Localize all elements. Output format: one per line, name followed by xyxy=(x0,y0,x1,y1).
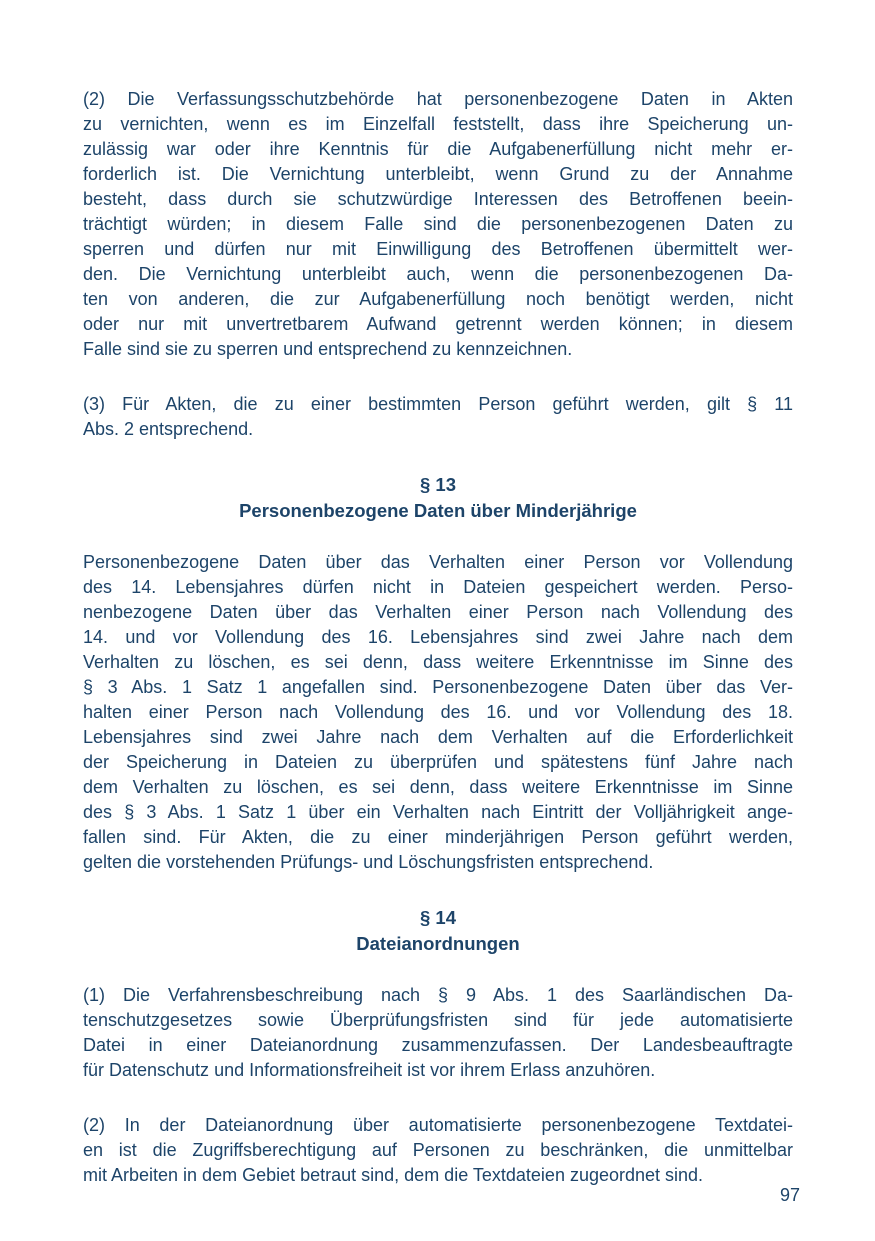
text-line: Personenbezogene Daten über das Verhalten einer Person vor Vollendung xyxy=(83,552,793,572)
text-line: trächtigt würden; in diesem Falle sind die personenbezogenen Daten zu xyxy=(83,214,793,234)
text-line: zulässig war oder ihre Kenntnis für die Aufgabenerfüllung nicht mehr er- xyxy=(83,139,793,159)
document-content xyxy=(83,87,793,1218)
text-line: Lebensjahres sind zwei Jahre nach dem Verhalten auf die Erforderlichkeit xyxy=(83,727,793,747)
paragraph-abs-3 xyxy=(83,392,793,442)
text-line: sperren und dürfen nur mit Einwilligung des Betroffenen übermittelt wer- xyxy=(83,239,793,259)
text-line: (2) In der Dateianordnung über automatisierte personenbezogene Textdatei- xyxy=(83,1115,793,1135)
section-13-body xyxy=(83,550,793,875)
section-14-heading xyxy=(83,905,793,957)
text-line: Verhalten zu löschen, es sei denn, dass weitere Erkenntnisse im Sinne des xyxy=(83,652,793,672)
paragraph-14-abs-2 xyxy=(83,1113,793,1188)
text-line: tenschutzgesetzes sowie Überprüfungsfristen sind für jede automatisierte xyxy=(83,1010,793,1030)
section-13-heading-title: Personenbezogene Daten über Minderjährige xyxy=(239,500,637,521)
text-line: forderlich ist. Die Vernichtung unterbleibt, wenn Grund zu der Annahme xyxy=(83,164,793,184)
paragraph-abs-2 xyxy=(83,87,793,362)
text-line: Abs. 2 entsprechend. xyxy=(83,419,254,439)
text-line: nenbezogene Daten über das Verhalten einer Person nach Vollendung des xyxy=(83,602,793,622)
text-line: § 3 Abs. 1 Satz 1 angefallen sind. Personenbezogene Daten über das Ver- xyxy=(83,677,793,697)
text-line: 14. und vor Vollendung des 16. Lebensjahres sind zwei Jahre nach dem xyxy=(83,627,793,647)
text-line: mit Arbeiten in dem Gebiet betraut sind, dem die Textdateien zugeordnet sind. xyxy=(83,1165,704,1185)
text-line: Datei in einer Dateianordnung zusammenzufassen. Der Landesbeauftragte xyxy=(83,1035,793,1055)
text-line: halten einer Person nach Vollendung des 16. und vor Vollendung des 18. xyxy=(83,702,793,722)
section-13-heading xyxy=(83,472,793,524)
text-line: ten von anderen, die zur Aufgabenerfüllung noch benötigt werden, nicht xyxy=(83,289,793,309)
text-line: (3) Für Akten, die zu einer bestimmten Person geführt werden, gilt § 11 xyxy=(83,394,793,414)
text-line: zu vernichten, wenn es im Einzelfall feststellt, dass ihre Speicherung un- xyxy=(83,114,793,134)
section-13-heading-number: § 13 xyxy=(419,474,456,495)
paragraph-14-abs-1 xyxy=(83,983,793,1083)
section-14-heading-title: Dateianordnungen xyxy=(356,933,520,954)
section-14-heading-number: § 14 xyxy=(419,907,456,928)
text-line: fallen sind. Für Akten, die zu einer minderjährigen Person geführt werden, xyxy=(83,827,793,847)
page-number: 97 xyxy=(779,1185,800,1205)
text-line: gelten die vorstehenden Prüfungs- und Löschungsfristen entsprechend. xyxy=(83,852,654,872)
text-line: besteht, dass durch sie schutzwürdige Interessen des Betroffenen beein- xyxy=(83,189,793,209)
text-line: (1) Die Verfahrensbeschreibung nach § 9 Abs. 1 des Saarländischen Da- xyxy=(83,985,793,1005)
text-line: der Speicherung in Dateien zu überprüfen und spätestens fünf Jahre nach xyxy=(83,752,793,772)
text-line: den. Die Vernichtung unterbleibt auch, wenn die personenbezogenen Da- xyxy=(83,264,793,284)
text-line: für Datenschutz und Informationsfreiheit ist vor ihrem Erlass anzuhören. xyxy=(83,1060,656,1080)
text-line: (2) Die Verfassungsschutzbehörde hat personenbezogene Daten in Akten xyxy=(83,89,793,109)
text-line: des § 3 Abs. 1 Satz 1 über ein Verhalten nach Eintritt der Volljährigkeit ange- xyxy=(83,802,793,822)
text-line: des 14. Lebensjahres dürfen nicht in Dateien gespeichert werden. Perso- xyxy=(83,577,793,597)
text-line: en ist die Zugriffsberechtigung auf Personen zu beschränken, die unmittelbar xyxy=(83,1140,793,1160)
text-line: Falle sind sie zu sperren und entsprechend zu kennzeichnen. xyxy=(83,339,573,359)
text-line: oder nur mit unvertretbarem Aufwand getrennt werden können; in diesem xyxy=(83,314,793,334)
text-line: dem Verhalten zu löschen, es sei denn, dass weitere Erkenntnisse im Sinne xyxy=(83,777,793,797)
